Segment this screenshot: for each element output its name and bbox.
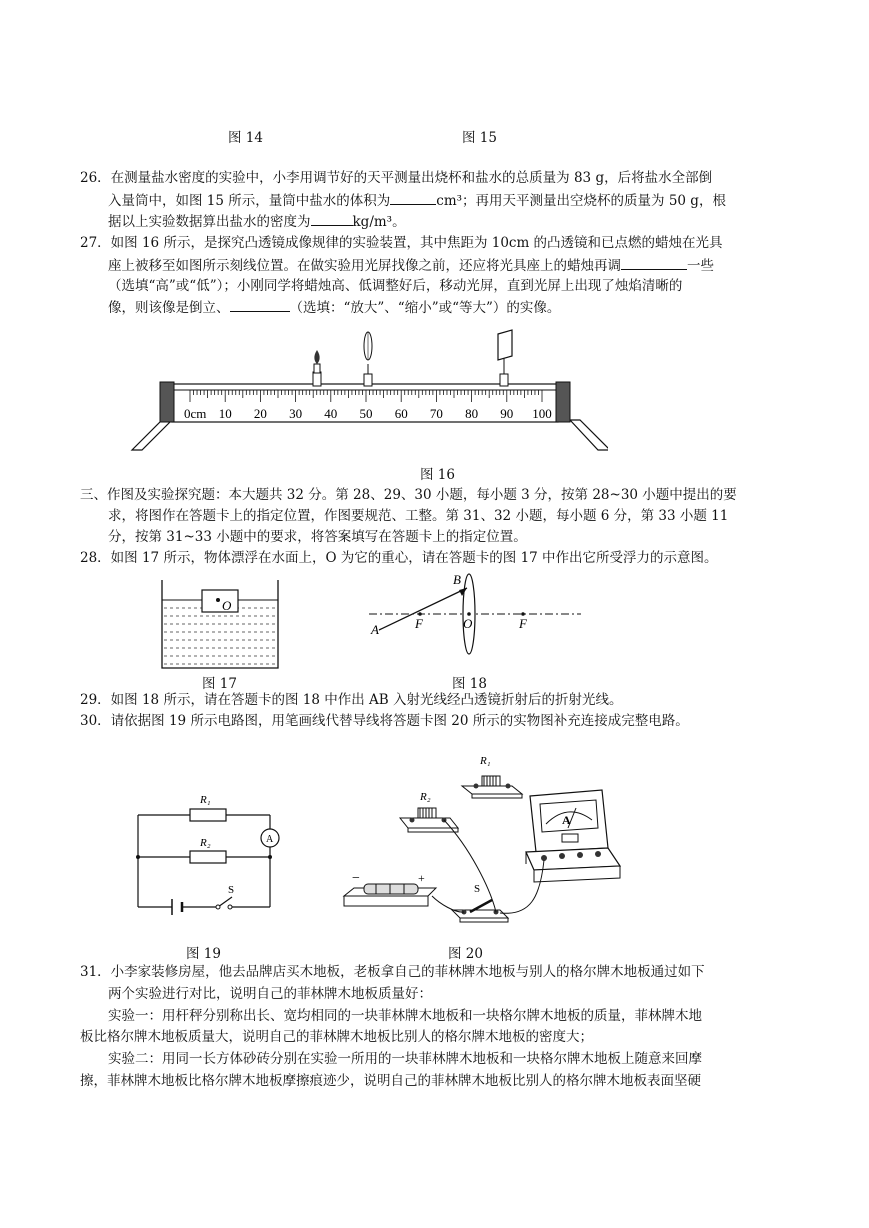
ruler-label: 10: [218, 406, 232, 421]
ammeter-device: [526, 790, 620, 882]
floating-block-figure: [160, 578, 280, 670]
q31-line6: 擦，菲林牌木地板比格尔牌木地板摩擦痕迹少，说明自己的菲林牌木地板比别人的格尔牌木地板表面坚硬: [80, 1073, 701, 1089]
r1-text: R₁: [480, 755, 491, 767]
q26-line3a: 据以上实验数据算出盐水的密度为: [108, 214, 311, 230]
q26-line2b: cm³；再用天平测量出空烧杯的质量为 50 g，根: [436, 193, 726, 209]
ruler-label: 30: [289, 406, 303, 421]
water-lines: [164, 608, 276, 664]
q27-line3: （选填“高”或“低”）；小刚同学将蜡烛高、低调整好后，移动光屏，直到光屏上出现了烛焰清晰的: [108, 278, 683, 294]
optical-bench-figure: [128, 328, 608, 454]
r1-board: [462, 755, 522, 798]
q26-line2: [108, 190, 726, 211]
r2-resistor: [190, 851, 226, 863]
q31-line5: 实验二：用同一长方体砂砖分别在实验一所用的一块菲林牌木地板和一块格尔牌木地板上随意来回摩: [108, 1051, 702, 1067]
lens-ray-figure: [365, 570, 585, 670]
label-o: O: [463, 616, 473, 631]
q27-line2a: 座上被移至如图所示刻线位置。在做实验用光屏找像之前，还应将光具座上的蜡烛再调: [108, 258, 621, 274]
section3-line3: 分，按第 31~33 小题中的要求，将答案填写在答题卡上的指定位置。: [108, 529, 527, 545]
r1-resistor: [190, 809, 226, 821]
ruler-label: 0cm: [184, 406, 207, 421]
plus-sign: +: [418, 871, 425, 885]
ruler-label: 60: [394, 406, 408, 421]
q27-line2: [108, 255, 714, 276]
switch-label: S: [228, 884, 235, 896]
r1-label: R₁: [200, 794, 211, 806]
ammeter-text: A: [562, 813, 571, 827]
ruler-label: 70: [429, 406, 443, 421]
fig14-caption: 图 14: [228, 130, 263, 146]
switch-text: S: [474, 883, 481, 895]
ruler-label: 80: [465, 406, 479, 421]
light-screen: [498, 330, 512, 386]
minus-sign: −: [352, 871, 360, 886]
q26-line1: 26．在测量盐水密度的实验中，小李用调节好的天平测量出烧杯和盐水的总质量为 83 g，后将盐水全部倒: [80, 170, 713, 186]
fig20-caption: 图 20: [448, 946, 483, 962]
q27-line2b: 一些: [687, 258, 714, 274]
q31-line3: 实验一：用杆秤分别称出长、宽均相同的一块菲林牌木地板和一块格尔牌木地板的质量，菲林牌木地: [108, 1008, 702, 1024]
ruler-label: 90: [500, 406, 514, 421]
label-b: B: [453, 572, 461, 587]
r2-text: R₂: [420, 791, 431, 803]
q31-line2: 两个实验进行对比，说明自己的菲林牌木地板质量好：: [108, 986, 432, 1002]
volume-blank: [390, 190, 436, 205]
candle: [313, 350, 321, 386]
ruler-label: 50: [359, 406, 373, 421]
ruler-label: 100: [532, 406, 552, 421]
label-f2: F: [519, 616, 527, 631]
right-leg: [570, 420, 608, 450]
right-end-block: [556, 382, 570, 422]
o-label: O: [222, 598, 232, 613]
label-a: A: [371, 622, 379, 637]
q27-line1: 27．如图 16 所示，是探究凸透镜成像规律的实验装置，其中焦距为 10cm 的凸透镜和已点燃的蜡烛在光具: [80, 235, 723, 251]
q31-line1: 31．小李家装修房屋，他去品牌店买木地板，老板拿自己的菲林牌木地板与别人的格尔牌木地板通过如下: [80, 964, 705, 980]
floating-block: [202, 590, 238, 612]
q26-line3: [108, 211, 406, 232]
incident-ray: [379, 588, 467, 630]
r2-label: R₂: [200, 837, 211, 849]
convex-lens: [364, 332, 372, 386]
density-blank: [311, 211, 353, 226]
q26-line3b: kg/m³。: [352, 214, 406, 230]
q27-line4b: （选填：“放大”、“缩小”或“等大”）的实像。: [289, 300, 561, 316]
height-blank: [621, 255, 687, 270]
ruler-label: 40: [324, 406, 338, 421]
label-f1: F: [415, 616, 423, 631]
fig17-caption: 图 17: [202, 676, 237, 692]
section3-line2: 求，将图作在答题卡上的指定位置，作图要规范、工整。第 31、32 小题，每小题 6 分，第 33 小题 11: [108, 508, 729, 524]
q26-line2a: 入量筒中，如图 15 所示，量筒中盐水的体积为: [108, 193, 391, 209]
circuit-diagram: [130, 785, 290, 915]
connecting-wires: [432, 820, 544, 913]
section3-line1: 三、作图及实验探究题：本大题共 32 分。第 28、29、30 小题，每小题 3 分，按第 28~30 小题中提出的要: [80, 487, 737, 503]
left-leg: [132, 420, 172, 450]
fig19-caption: 图 19: [186, 946, 221, 962]
ruler-label: 20: [253, 406, 267, 421]
center-of-gravity: [216, 598, 220, 602]
q27-line4a: 像，则该像是倒立、: [108, 300, 230, 316]
q27-line4: [108, 297, 560, 318]
left-end-block: [160, 382, 174, 422]
question-29: 29．如图 18 所示，请在答题卡的图 18 中作出 AB 入射光线经凸透镜折射后的折射光线。: [80, 692, 623, 708]
image-size-blank: [230, 297, 290, 312]
question-30: 30．请依据图 19 所示电路图，用笔画线代替导线将答题卡图 20 所示的实物图补充连接成完整电路。: [80, 713, 689, 729]
battery-holder: [344, 871, 436, 906]
fig18-caption: 图 18: [452, 676, 487, 692]
fig16-caption: 图 16: [420, 467, 455, 483]
fig15-caption: 图 15: [462, 130, 497, 146]
switch-device: [452, 883, 508, 922]
q31-line4: 板比格尔牌木地板质量大，说明自己的菲林牌木地板比别人的格尔牌木地板的密度大；: [80, 1029, 593, 1045]
apparatus-figure: [340, 748, 630, 926]
question-28: 28．如图 17 所示，物体漂浮在水面上，O 为它的重心，请在答题卡的图 17 中作出它所受浮力的示意图。: [80, 550, 718, 566]
ammeter-label: A: [266, 834, 274, 845]
